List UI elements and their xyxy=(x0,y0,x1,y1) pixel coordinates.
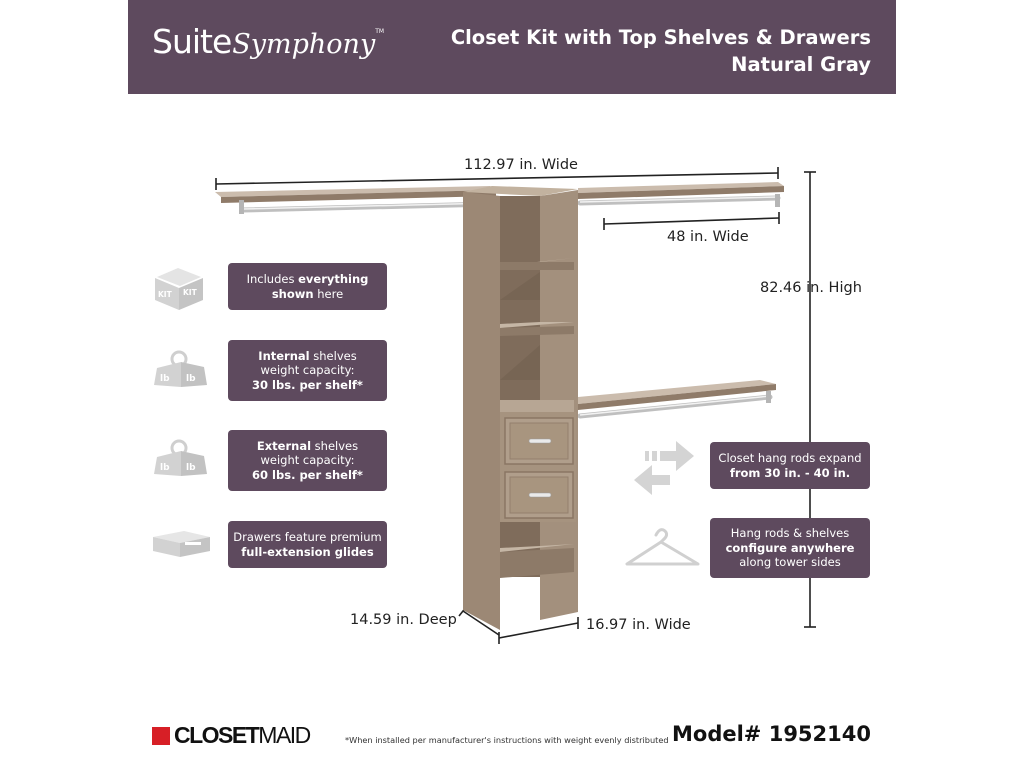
feature-kit-pre: Includes xyxy=(246,272,299,286)
weight-icon-text-right: lb xyxy=(186,374,196,384)
shelf-width-label: 48 in. Wide xyxy=(667,229,749,245)
feature-kit-line1 xyxy=(228,272,387,287)
logo-wordmark xyxy=(174,722,310,749)
feature-external-capacity xyxy=(228,430,387,491)
weight-icon xyxy=(154,441,207,476)
feature-internal-bold: Internal xyxy=(258,348,310,363)
feature-external-bold: External xyxy=(256,438,312,453)
product-color-name: Natural Gray xyxy=(731,53,871,76)
tower xyxy=(463,186,578,630)
hanger-icon xyxy=(627,530,698,564)
feature-kit-line2 xyxy=(228,287,387,302)
weight-icon-text-right: lb xyxy=(186,463,196,473)
feature-drawer-bold: full-extension glides xyxy=(241,544,374,559)
feature-external-line3 xyxy=(228,468,387,483)
shelf-width-line xyxy=(604,212,779,230)
feature-internal-line3 xyxy=(228,378,387,393)
kit-box-icon xyxy=(155,268,203,310)
brand-suite: Suite xyxy=(152,22,232,61)
feature-external-text: shelves xyxy=(311,438,359,453)
feature-kit-post: here xyxy=(313,286,344,301)
footnote: *When installed per manufacturer's instructions with weight evenly distributed xyxy=(345,735,669,745)
overall-width-label: 112.97 in. Wide xyxy=(464,157,578,173)
feature-kit-bold: everything xyxy=(298,272,369,286)
kit-icon-text-left: KIT xyxy=(158,290,172,299)
drawer-icon xyxy=(153,531,210,557)
weight-icon-text-left: lb xyxy=(160,463,170,473)
feature-kit-includes xyxy=(228,263,387,310)
depth-label: 14.59 in. Deep xyxy=(350,612,457,628)
feature-external-line1 xyxy=(228,439,387,454)
feature-internal-value: 30 lbs. per shelf* xyxy=(252,377,363,392)
right-top-shelf xyxy=(578,182,784,207)
feature-internal-text: shelves xyxy=(309,348,357,363)
right-lower-shelf xyxy=(578,380,776,416)
height-label: 82.46 in. High xyxy=(760,280,862,296)
tower-width-line xyxy=(499,617,578,644)
closetmaid-logo xyxy=(152,722,310,749)
feature-drawer-line2 xyxy=(228,545,387,560)
feature-drawer-line1: Drawers feature premium xyxy=(233,530,382,544)
feature-rods-bold: from 30 in. - 40 in. xyxy=(729,465,851,480)
model-number: Model# 1952140 xyxy=(672,722,871,746)
feature-drawer-glides xyxy=(228,521,387,568)
logo-red-square xyxy=(152,727,170,745)
feature-kit-bold2: shown xyxy=(271,286,314,301)
logo-bold-part: CLOSET xyxy=(174,722,259,748)
brand-trademark: TM xyxy=(375,28,385,35)
feature-configure-line1: Hang rods & shelves xyxy=(730,526,850,541)
feature-configure-line2 xyxy=(710,541,870,556)
feature-rods-line2 xyxy=(710,466,870,481)
feature-rods-line1: Closet hang rods expand xyxy=(718,451,862,465)
feature-internal-line2: weight capacity: xyxy=(260,363,355,378)
expand-arrows-icon xyxy=(634,441,694,495)
tower-width-label: 16.97 in. Wide xyxy=(586,617,691,633)
feature-internal-capacity xyxy=(228,340,387,401)
kit-icon-text-right: KIT xyxy=(183,288,197,297)
feature-external-value: 60 lbs. per shelf* xyxy=(252,467,363,482)
left-top-shelf xyxy=(215,186,496,214)
feature-configure xyxy=(710,518,870,578)
product-title-line1: Closet Kit with Top Shelves & Drawers xyxy=(450,26,871,49)
logo-regular-part: MAID xyxy=(258,722,310,748)
brand-symphony: Symphony xyxy=(232,29,376,60)
feature-configure-line3: along tower sides xyxy=(739,555,841,570)
feature-rods-expand xyxy=(710,442,870,489)
weight-icon-text-left: lb xyxy=(160,374,170,384)
feature-internal-line1 xyxy=(228,349,387,364)
weight-icon xyxy=(154,352,207,387)
feature-external-line2: weight capacity: xyxy=(260,453,355,468)
feature-configure-bold: configure anywhere xyxy=(725,540,855,555)
